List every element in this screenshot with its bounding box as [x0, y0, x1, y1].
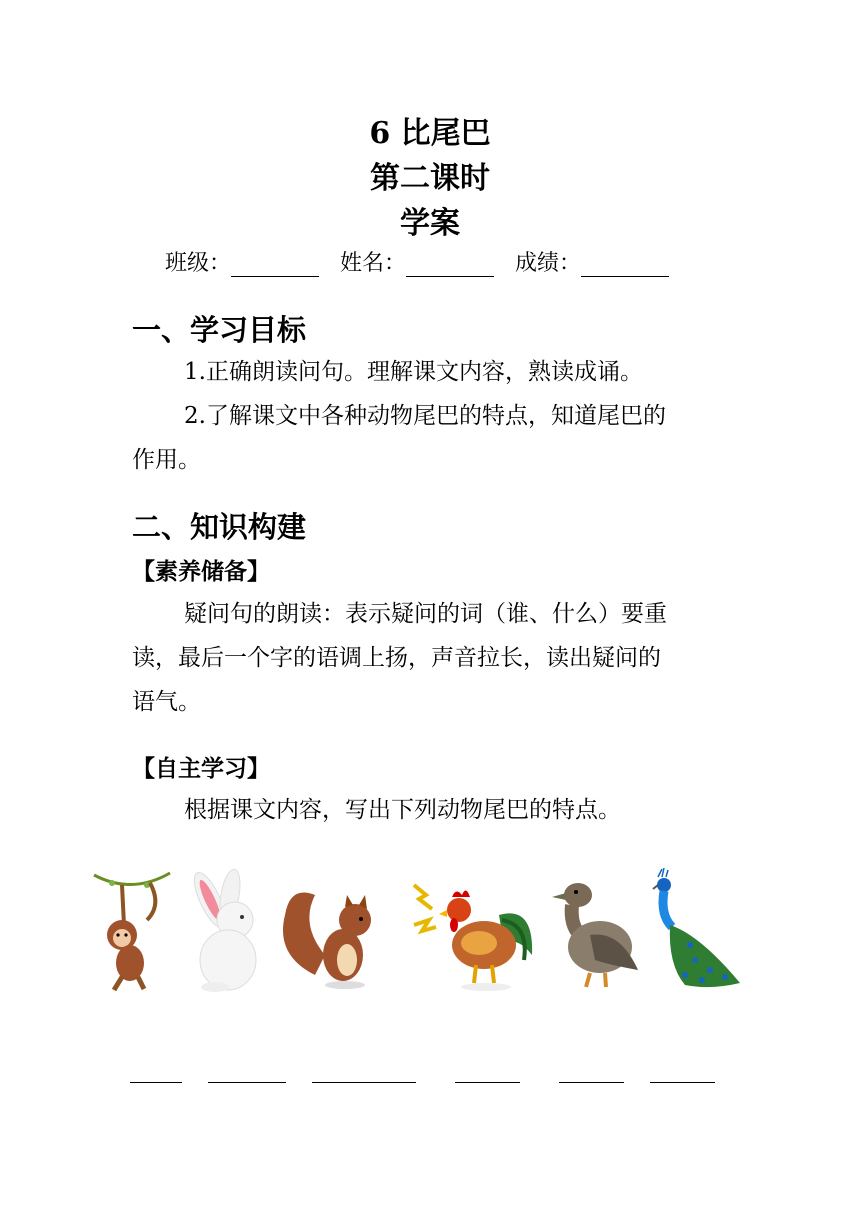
squirrel-icon	[275, 865, 385, 995]
answer-blank-squirrel[interactable]	[312, 1082, 416, 1083]
lesson-period: 第二课时	[370, 161, 490, 196]
lesson-type: 学案	[400, 206, 460, 241]
answer-blanks	[0, 1060, 860, 1090]
score-label: 成绩：	[515, 251, 582, 276]
name-blank[interactable]	[406, 252, 494, 277]
goal-1: 1.正确朗读问句。理解课文内容，熟读成诵。	[184, 359, 643, 385]
section-heading-goals: 一、学习目标	[132, 313, 307, 347]
lesson-title: 6 比尾巴	[369, 116, 491, 151]
section-heading-knowledge: 二、知识构建	[132, 510, 307, 544]
goal-2-line2: 作用。	[132, 447, 201, 473]
duck-icon	[550, 865, 645, 995]
reading-line2: 读，最后一个字的语调上扬，声音拉长，读出疑问的	[132, 645, 661, 671]
reading-line1: 疑问句的朗读：表示疑问的词（谁、什么）要重	[184, 601, 667, 627]
class-blank[interactable]	[231, 252, 319, 277]
student-info-row	[165, 246, 683, 277]
animal-pictures	[92, 865, 752, 1005]
task-instruction: 根据课文内容，写出下列动物尾巴的特点。	[184, 797, 621, 823]
subheading-self-study: 【自主学习】	[132, 756, 270, 782]
subheading-literacy: 【素养储备】	[132, 559, 270, 585]
class-label: 班级：	[165, 251, 232, 276]
goal-2-line1: 2.了解课文中各种动物尾巴的特点，知道尾巴的	[184, 403, 666, 429]
answer-blank-rooster[interactable]	[455, 1082, 520, 1083]
answer-blank-duck[interactable]	[559, 1082, 624, 1083]
answer-blank-monkey[interactable]	[130, 1082, 182, 1083]
rooster-icon	[404, 865, 539, 995]
score-blank[interactable]	[581, 252, 669, 277]
answer-blank-peacock[interactable]	[650, 1082, 715, 1083]
monkey-icon	[92, 865, 172, 995]
peacock-icon	[650, 865, 745, 995]
name-label: 姓名：	[340, 251, 407, 276]
answer-blank-rabbit[interactable]	[208, 1082, 286, 1083]
reading-line3: 语气。	[132, 689, 201, 715]
rabbit-icon	[180, 865, 270, 995]
